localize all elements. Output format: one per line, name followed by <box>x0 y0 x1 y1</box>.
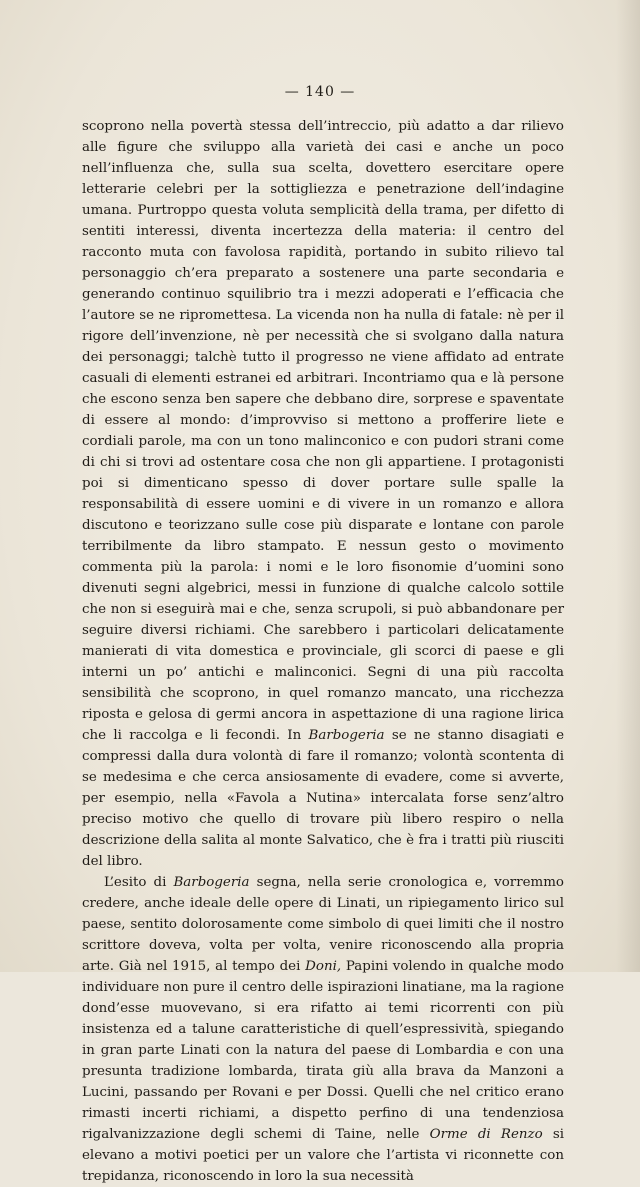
text-run: L’esito di <box>104 875 174 890</box>
italic-title: Barbogeria <box>308 728 385 743</box>
text-run: se ne stanno disagiati e compressi dalla dura volontà di fare il romanzo; volontà scontenta di se medesima e che cerca ansiosamente di evadere, come si avverte, per esempio, nella «Favola a Nutina» intercalata forse senz’altro preciso motivo che quello di trovare più libero respiro o nella descrizione della salita al monte Salvatico, che è fra i tratti più riusciti del libro. <box>82 728 564 869</box>
text-run: si elevano a motivi poetici per un valore che l’artista vi riconnette con trepidanza, riconoscendo in loro la sua necessità <box>82 1127 564 1184</box>
page-edge-shadow <box>616 0 640 972</box>
page-number: — 140 — <box>284 84 356 100</box>
paragraph <box>82 116 564 872</box>
italic-title: Orme di Renzo <box>429 1127 543 1142</box>
text-run: scoprono nella povertà stessa dell’intreccio, più adatto a dar rilievo alle figure che sviluppo alla varietà dei casi e anche un poco nell’influenza che, sulla sua scelta, dovettero esercitare opere letterarie celebri per la sottigliezza e penetrazione dell’indagine umana. Purtroppo questa voluta semplicità della trama, per difetto di sentiti interessi, diventa incertezza della materia: il centro del racconto muta con favolosa rapidità, portando in subito rilievo tal personaggio ch’era preparato a sostenere una parte secondaria e generando continuo squilibrio tra i mezzi adoperati e l’efficacia che l’autore se ne ripromettesa. La vicenda non ha nulla di fatale: nè per il rigore dell’invenzione, nè per necessità che si svolgano dalla natura dei personaggi; talchè tutto il progresso ne viene affidato ad entrate casuali di elementi estranei ed arbitrari. Incontriamo qua e là persone che escono senza ben sapere che debbano dire, sorprese e spaventate di essere al mondo: d’improvviso si mettono a profferire liete e cordiali parole, ma con un tono malinconico e con pudori strani come di chi si trovi ad ostentare cosa che non gli appartiene. I protagonisti poi si dimenticano spesso di dover portare sulle spalle la responsabilità di essere uomini e di vivere in un romanzo e allora discutono e teorizzano sulle cose più disparate e lontane con parole terribilmente da libro stampato. E nessun gesto o movimento commenta più la parola: i nomi e le loro fisonomie d’uomini sono divenuti segni algebrici, messi in funzione di qualche calcolo sottile che non si eseguirà mai e che, senza scrupoli, si può abbandonare per seguire diversi richiami. Che sarebbero i particolari delicatamente manierati di vita domestica e provinciale, gli scorci di paese e gli interni un po’ antichi e malinconici. Segni di una più raccolta sensibilità che scoprono, in quel romanzo mancato, una ricchezza riposta e gelosa di germi ancora in aspettazione di una ragione lirica che li raccolga e li fecondi. In <box>82 119 564 743</box>
body-text <box>82 116 564 1187</box>
text-run: segna, nella serie cronologica e, vorremmo credere, anche ideale delle opere di Linati, un ripiegamento lirico sul paese, sentito dolorosamente come simbolo di quei limiti che il nostro scrittore doveva, volta per volta, venire riconoscendo alla propria arte. Già nel 1915, al tempo dei <box>82 875 564 974</box>
italic-title: Doni, <box>305 959 342 974</box>
italic-title: Barbogeria <box>173 875 250 890</box>
text-run: Papini volendo in qualche modo individuare non pure il centro delle ispirazioni linatiane, ma la ragione dond’esse muovevano, si era rifatto ai temi ricorrenti con più insistenza ed a talune caratteristiche di quell’espressività, spiegando in gran parte Linati con la natura del paese di Lombardia e con una presunta tradizione lombarda, tirata giù alla brava da Manzoni a Lucini, passando per Rovani e per Dossi. Quelli che nel critico erano rimasti incerti richiami, a dispetto perfino di una tendenziosa rigalvanizzazione degli schemi di Taine, nelle <box>82 959 564 1142</box>
paragraph <box>82 872 564 1187</box>
